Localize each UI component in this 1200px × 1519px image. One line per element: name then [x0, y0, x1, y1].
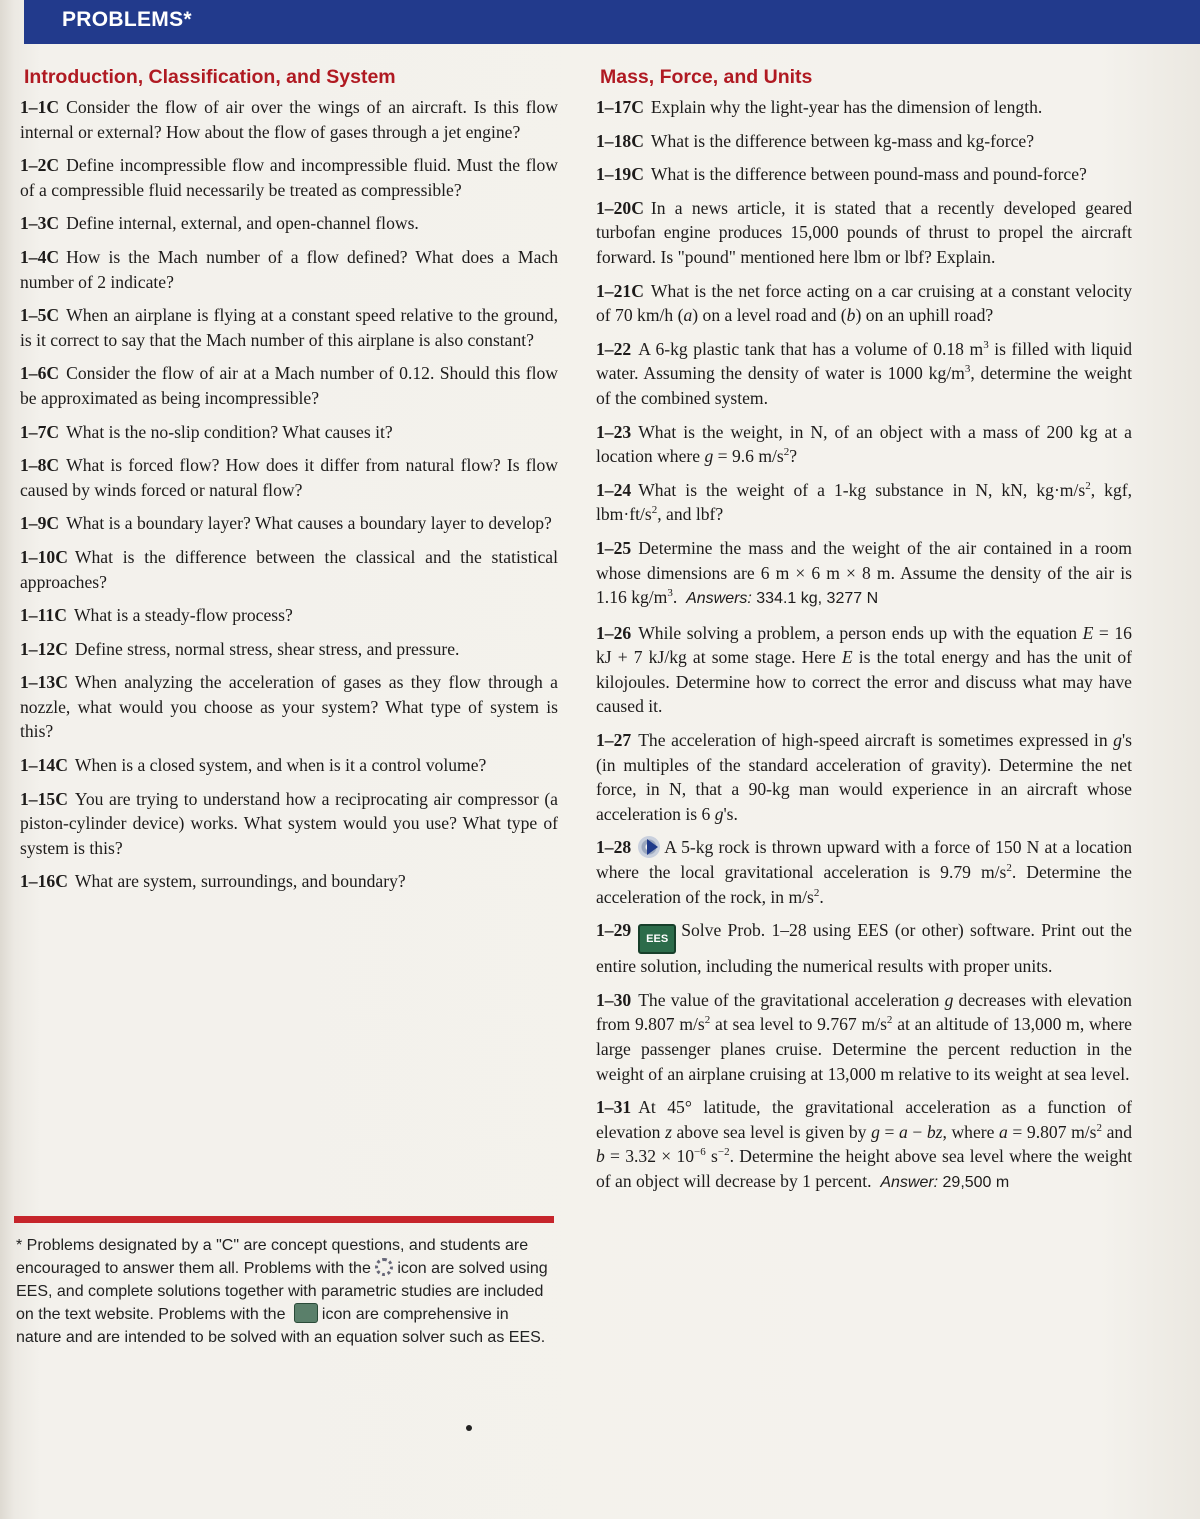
problem-text: b	[596, 1146, 605, 1167]
problem-text: decreases with elevation from 9.807 m/s	[596, 989, 1132, 1035]
problem-1-19C	[596, 162, 1132, 187]
problem-1-12C	[20, 637, 558, 662]
problem-1-16C	[20, 869, 558, 894]
problem-number: 1–26	[596, 622, 632, 643]
problem-text: = 9.807 m/s	[1007, 1121, 1097, 1142]
problem-text: =	[879, 1121, 899, 1142]
problem-text: How is the Mach number of a flow defined? What does a Mach number of 2 indicate?	[20, 246, 558, 292]
problem-text: ) on an uphill road?	[855, 305, 994, 326]
answer-value: 29,500 m	[942, 1173, 1010, 1191]
section-heading-intro: Introduction, Classification, and System	[24, 66, 396, 88]
problem-text: The value of the gravitational acceleration	[638, 989, 945, 1010]
problem-1-8C	[20, 453, 558, 502]
superscript: 2	[886, 1014, 893, 1027]
problem-1-25	[596, 536, 1132, 612]
answer-value: 334.1 kg, 3277 N	[756, 590, 879, 608]
problem-text: Define incompressible flow and incompressible fluid. Must the flow of a compressible fluid necessarily be treated as compressible?	[20, 155, 558, 200]
problem-number: 1–18C	[596, 130, 644, 151]
problem-1-11C	[20, 603, 558, 628]
problem-number: 1–8C	[20, 455, 60, 476]
problem-1-7C	[20, 420, 558, 445]
footnote-divider	[14, 1216, 554, 1223]
problem-text: What is the difference between pound-mass and pound-force?	[650, 164, 1087, 185]
problem-text: Define internal, external, and open-channel flows.	[66, 213, 419, 234]
problem-text: at an altitude of 13,000 m, where large passenger planes cruise. Determine the percent reduction in the weight of an airplane cruising at 13,000 m relative to its weight at sea level.	[596, 1014, 1132, 1084]
problem-number: 1–29	[596, 920, 632, 941]
superscript: 2	[1085, 479, 1091, 492]
ees-solution-icon	[375, 1258, 393, 1276]
problem-text: You are trying to understand how a reciprocating air compressor (a piston-cylinder device) works. What system would you use? What type of system is this?	[20, 788, 558, 858]
problem-number: 1–1C	[20, 97, 60, 117]
problem-number: 1–5C	[20, 305, 60, 326]
problem-1-1C	[20, 95, 558, 144]
problem-1-18C	[596, 129, 1132, 154]
problem-text: .	[672, 587, 678, 608]
problem-text: The acceleration of high-speed aircraft is sometimes expressed in	[638, 730, 1114, 751]
problem-1-27	[596, 728, 1132, 826]
superscript: 3	[667, 587, 673, 600]
problem-number: 1–17C	[596, 97, 644, 117]
superscript: 3	[964, 363, 971, 376]
problem-text: What is the weight, in N, of an object with a mass of 200 kg at a location where	[596, 421, 1132, 467]
problem-1-30	[596, 988, 1132, 1086]
problem-text: ) on a level road and (	[692, 305, 847, 326]
problem-1-20C	[596, 196, 1132, 270]
problem-number: 1–15C	[20, 788, 68, 809]
footnote-text-2: icon are solved using EES, and complete solutions together with parametric studies are included on the text website. Problems with the	[16, 1260, 548, 1323]
problem-number: 1–16C	[20, 871, 68, 892]
problem-text: 's (in multiples of the standard acceleration of gravity). Determine the net force, in N, that a 90-kg man would experience in an aircraft whose acceleration is 6	[596, 730, 1132, 824]
problem-1-24	[596, 478, 1132, 527]
problem-text: g	[944, 989, 954, 1010]
problem-text: . Determine the height above sea level where the weight of an object will decrease by 1 percent.	[596, 1146, 1133, 1191]
problem-1-26	[596, 621, 1132, 719]
problem-number: 1–2C	[20, 155, 60, 176]
problem-text: a	[999, 1121, 1008, 1142]
problem-text: g	[1113, 730, 1122, 751]
problem-text: −	[907, 1121, 927, 1142]
problem-number: 1–22	[596, 338, 632, 359]
problem-number: 1–20C	[596, 197, 644, 218]
problem-text: Solve Prob. 1–28 using EES (or other) software. Print out the entire solution, including the numerical results with proper units.	[596, 920, 1132, 977]
problem-text: b	[846, 305, 856, 326]
problem-number: 1–31	[596, 1097, 632, 1118]
footnote-text-1: * Problems designated by a "C" are concept questions, and students are encouraged to answer them all. Problems with the	[16, 1237, 529, 1277]
problem-number: 1–23	[596, 421, 632, 442]
problem-text: above sea level is given by	[671, 1121, 872, 1142]
problem-1-28	[596, 835, 1132, 909]
problem-text: = 16 kJ + 7 kJ/kg at some stage. Here	[596, 622, 1132, 668]
problem-text: When an airplane is flying at a constant speed relative to the ground, is it correct to say that the Mach number of this airplane is also constant?	[20, 305, 558, 350]
problem-text: = 3.32 × 10	[604, 1146, 695, 1167]
problem-text: In a news article, it is stated that a recently developed geared turbofan engine produces 15,000 pounds of thrust to propel the aircraft forward. Is "pound" mentioned here lbm or lbf? Explain.	[596, 197, 1132, 267]
problem-number: 1–28	[596, 837, 632, 858]
problem-text: bz	[926, 1121, 943, 1142]
problem-text: When analyzing the acceleration of gases as they flow through a nozzle, what would you choose as your system? What type of system is this?	[20, 672, 558, 742]
problem-number: 1–21C	[596, 280, 644, 301]
superscript: 2	[704, 1014, 711, 1027]
problem-number: 1–4C	[20, 246, 60, 267]
problem-text: Determine the mass and the weight of the air contained in a room whose dimensions are 6 m × 6 m × 8 m. Assume the density of the air is 1.16 kg/m	[596, 537, 1132, 608]
problem-text: What is the difference between kg-mass and kg-force?	[650, 130, 1035, 151]
problem-text: Consider the flow of air at a Mach number of 0.12. Should this flow be approximated as being incompressible?	[20, 363, 558, 408]
superscript: 2	[783, 446, 790, 459]
problem-number: 1–30	[596, 989, 632, 1010]
problem-text: Consider the flow of air over the wings of an aircraft. Is this flow internal or external? How about the flow of gases through a jet engine?	[20, 97, 558, 142]
problem-text: is the total energy and has the unit of kilojoules. Determine how to correct the error and discuss what may have caused it.	[596, 647, 1132, 717]
problem-number: 1–24	[596, 479, 632, 500]
problem-1-23	[596, 420, 1132, 469]
problem-1-2C	[20, 153, 558, 202]
problem-text: g	[704, 446, 714, 467]
problem-1-17C	[596, 95, 1132, 120]
header-bar	[24, 0, 1200, 44]
problem-text: What is a steady-flow process?	[73, 605, 293, 626]
problem-text: What is the difference between the classical and the statistical approaches?	[20, 546, 558, 592]
superscript: 3	[983, 338, 989, 351]
problem-text: g	[714, 803, 724, 824]
problem-text: ?	[789, 446, 798, 467]
problem-number: 1–19C	[596, 164, 644, 185]
left-column	[20, 60, 558, 903]
footnote	[16, 1234, 556, 1349]
problem-1-31	[596, 1095, 1132, 1195]
page-title: PROBLEMS*	[62, 8, 192, 31]
problem-1-14C	[20, 753, 558, 778]
problem-text: , where	[942, 1121, 1000, 1142]
footnote-text-3: icon are comprehensive in nature and are intended to be solved with an equation solver such as EES.	[16, 1306, 546, 1346]
problem-text: While solving a problem, a person ends up with the equation	[638, 622, 1083, 643]
problem-1-29	[596, 918, 1132, 979]
problem-text: When is a closed system, and when is it a control volume?	[74, 755, 487, 776]
problem-text: . Determine the acceleration of the rock, in m/s	[596, 862, 1132, 907]
problem-1-22	[596, 337, 1132, 411]
problem-text: What are system, surroundings, and boundary?	[74, 871, 406, 892]
problem-text: A 5-kg rock is thrown upward with a force of 150 N at a location where the local gravitational acceleration is 9.79 m/s	[596, 837, 1132, 883]
problem-number: 1–25	[596, 537, 632, 558]
problem-text: Define stress, normal stress, shear stress, and pressure.	[74, 638, 460, 659]
problem-number: 1–11C	[20, 605, 67, 626]
problem-number: 1–3C	[20, 213, 60, 234]
answer-label: Answer:	[880, 1173, 939, 1191]
problem-number: 1–10C	[20, 546, 68, 567]
problem-text: a	[898, 1121, 908, 1142]
problem-text: .	[819, 886, 824, 907]
problem-text: A 6-kg plastic tank that has a volume of 0.18 m	[638, 338, 984, 359]
right-column	[596, 60, 1132, 1205]
problem-text: At 45° latitude, the gravitational acceleration as a function of elevation	[596, 1097, 1132, 1142]
superscript: 2	[1096, 1121, 1103, 1134]
cd-icon	[638, 836, 660, 858]
problem-text: E	[1082, 622, 1094, 643]
problem-text: is filled with liquid water. Assuming the density of water is 1000 kg/m	[596, 338, 1133, 384]
problem-text: What is the net force acting on a car cruising at a constant velocity of 70 km/h (	[596, 280, 1132, 326]
superscript: 2	[651, 504, 658, 517]
left-problem-list	[20, 95, 558, 894]
comprehensive-problem-icon	[294, 1303, 318, 1323]
problem-number: 1–7C	[20, 421, 60, 442]
problem-text: g	[871, 1121, 880, 1142]
superscript: 2	[813, 886, 820, 899]
problem-text: What is the weight of a 1-kg substance in N, kN, kg·m/s	[638, 479, 1086, 500]
problem-1-9C	[20, 511, 558, 536]
superscript: −6	[694, 1146, 706, 1159]
problem-number: 1–13C	[20, 672, 68, 693]
problem-1-21C	[596, 279, 1132, 328]
problem-text: E	[841, 647, 853, 668]
problem-text: , kgf, lbm·ft/s	[596, 479, 1132, 525]
problem-1-4C	[20, 245, 558, 294]
problem-text: , and lbf?	[657, 504, 724, 525]
problem-number: 1–14C	[20, 755, 68, 776]
problem-1-3C	[20, 211, 558, 236]
problem-text: z	[665, 1121, 672, 1142]
problem-1-6C	[20, 361, 558, 410]
problem-1-10C	[20, 545, 558, 594]
problem-text: Explain why the light-year has the dimension of length.	[650, 97, 1043, 117]
problem-text: s	[705, 1146, 718, 1167]
answer-label: Answers:	[686, 590, 752, 608]
problem-text: = 9.6 m/s	[713, 446, 784, 467]
problem-text: What is forced flow? How does it differ from natural flow? Is flow caused by winds forced or natural flow?	[20, 455, 558, 500]
section-heading-mass-force: Mass, Force, and Units	[600, 66, 813, 88]
page-dot	[466, 1425, 472, 1431]
problem-text: 's.	[723, 803, 738, 824]
problem-text: a	[683, 305, 693, 326]
problem-1-5C	[20, 303, 558, 352]
problem-text: , determine the weight of the combined system.	[596, 363, 1132, 408]
problem-1-13C	[20, 670, 558, 744]
superscript: −2	[717, 1146, 730, 1159]
problem-number: 1–27	[596, 730, 632, 751]
problem-text: What is a boundary layer? What causes a boundary layer to develop?	[66, 513, 552, 534]
superscript: 2	[1006, 862, 1012, 875]
problem-text: at sea level to 9.767 m/s	[710, 1014, 887, 1035]
problem-number: 1–6C	[20, 363, 60, 384]
problem-text: and	[1102, 1121, 1132, 1142]
problem-text: What is the no-slip condition? What causes it?	[66, 421, 393, 442]
problem-number: 1–9C	[20, 513, 60, 534]
problem-1-15C	[20, 787, 558, 861]
problem-number: 1–12C	[20, 638, 68, 659]
ees-icon: EES	[638, 924, 676, 954]
